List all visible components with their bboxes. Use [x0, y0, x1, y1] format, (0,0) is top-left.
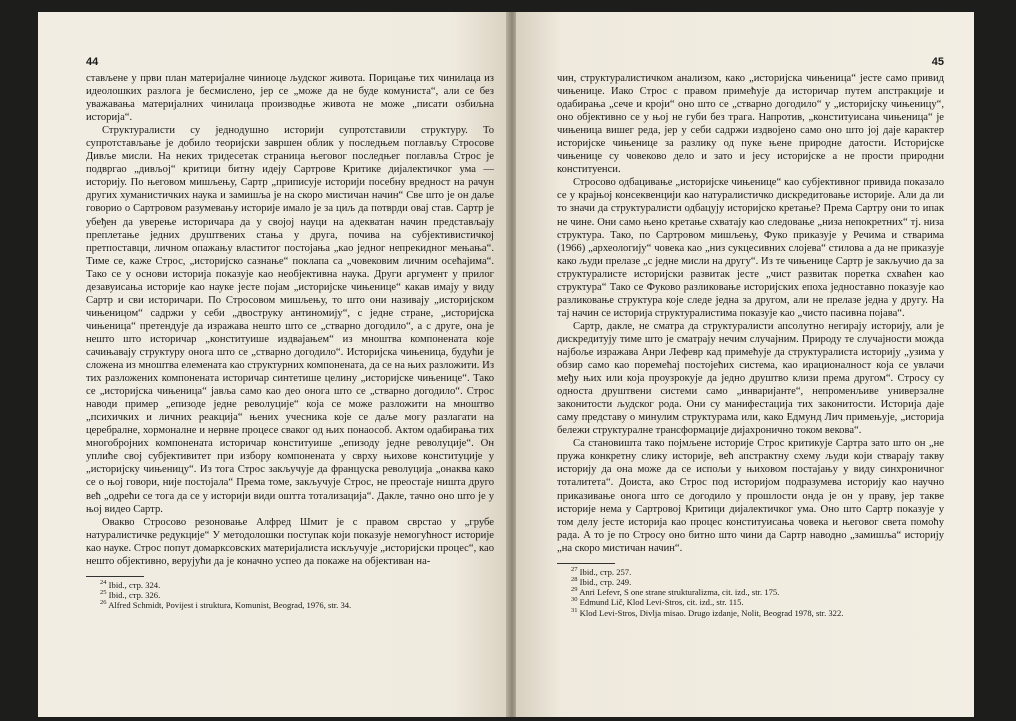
footnote-text: Anri Lefevr, S one strane strukturalizma, cit. izd., str. 175.	[579, 587, 780, 598]
footnote-mark: 27	[571, 565, 578, 573]
page-body	[86, 72, 494, 610]
paragraph: чин, структуралистичком анализом, како „историјска чињеница“ јесте само привид чињенице. Иако Строс с правом примећује да историчар путем апстракције и одабирања „сече и кроји“ оно што се „стварно догодило“ у „историјску чињеницу“, оно објективно се у њој не губи без трага. Напротив, „конституисана чињеница“ је чињеница вишег реда, јер у себи садржи издвојено само оно што јој даје карактер историјске чињенице за разлику од пуке њене природне датости. Историјске чињенице су човеково дело и зато и јесу историјске а не прости природни конституенси.	[557, 73, 944, 176]
footnote	[557, 587, 944, 597]
footnote-mark: 25	[100, 589, 107, 597]
footnote-text: Ibid., стр. 257.	[579, 566, 632, 577]
footnote-text: Edmund Lič, Klod Levi-Stros, cit. izd., str. 115.	[579, 597, 744, 608]
footnote-mark: 30	[571, 596, 578, 604]
footnote	[557, 597, 944, 607]
paragraph: Са становишта тако појмљене историје Строс критикује Сартра зато што он „не пружа конкретну слику историје, већ апстрактну схему људи који стварају такву историју да она може да се испољи у њиховом постајању у виду синхроничног тоталитета“. Доиста, ако Строс под историјом подразумева историју као научно приказивање онога што се догодило у прошлости онда је он у праву, јер такве историје нема у Сартровој Критици дијалектичког ума. Оно што Сартр показује у том делу јесте историја као процес конституисања човека и његовог света помоћу рада. А то је по Стросу оно битно што чини да Сартр наводно „замишља“ историју „на скоро мистичан начин“.	[557, 438, 944, 554]
footnote	[557, 608, 944, 618]
footnote-text: Ibid., стр. 324.	[108, 579, 161, 590]
paragraph: стављене у први план материјалне чиниоце људског живота. Порицање тих чинилаца из идеолошких разлога је бесмислено, јер се „може да не буде комуниста“, али се без уважавања материјалних чинилаца производње живота не може „писати озбиљна историја“.	[86, 73, 494, 124]
footnote-rule	[86, 576, 144, 577]
footnote	[86, 600, 494, 610]
left-page	[38, 12, 508, 717]
footnote-mark: 31	[571, 606, 578, 614]
page-body	[557, 72, 944, 618]
paragraph: Стросово одбацивање „историјске чињенице“ као субјективног привида показало се у крајњој консеквенцији као натуралистичко дискредитовање историје. Али да ли то значи да структуралисти одбацују историјско кретање? Према Сартру они то ипак не чине. Они само њено кретање схватају као следовање „низа непокретних“ тј. низа структура. Тако, по Сартровом мишљењу, Фуко приказује у Речима и стварима (1966) „археологију“ човека као „низ сукцесивних слојева“ стилова а да не приказује како људи прелазе „с једне мисли на другу“. Из те чињенице Сартр је закључио да за структуралисте историјски развитак јесте „чист развитак поретка схваћен као структура“ Тако се Фуково разликовање историјских епоха једноставно показује као разликовање структура које следе једна за другом, али не прелазе једна у другу. На тај начин се историја структуралистима показује као „чисто пасивна појава“.	[557, 177, 944, 319]
footnote-mark: 26	[100, 599, 107, 607]
footnote	[86, 580, 494, 590]
footnote-mark: 24	[100, 578, 107, 586]
right-page	[516, 12, 974, 717]
footnote-text: Ibid., стр. 249.	[579, 576, 632, 587]
paragraph: Сартр, дакле, не сматра да структуралисти апсолутно негирају историју, али је дискредитују тиме што је сматрају нечим случајним. Природу те случајности можда најбоље изражава Анри Лефевр кад примећује да структуралиста историју „узима у обзир само као поремећај постојећих система, као ирационалност која се увлачи међу њих или која проузрокује да једно друштво клизи према другом“. Стросу су односта друштвени системи само „инваријанте“, непроменљиве универзалне законитости људског рода. Они су манифестација тих законитости. Историја даје саму представу о минулим структурама или, како Едмунд Лич примењује, „историја бележи структуралне трансформације дијахронично током векова“.	[557, 320, 944, 437]
footnote-text: Ibid., стр. 326.	[108, 589, 161, 600]
paragraph: Овакво Стросово резоновање Алфред Шмит је с правом сврстао у „грубе натуралистичке редукције“ У методолошки поступак који показује немогућност историје као науке. Строс попут домарксовских материјалиста искључује „историјски процес“, као нешто објективно, верујући да је коначно успео да покаже на објективан на-	[86, 516, 494, 567]
page-number: 45	[931, 56, 944, 68]
page-number: 44	[86, 56, 99, 68]
footnote	[557, 567, 944, 577]
footnote-text: Alfred Schmidt, Povijest i struktura, Komunist, Beograd, 1976, str. 34.	[108, 600, 352, 611]
footnote-mark: 28	[571, 576, 578, 584]
footnote-rule	[557, 563, 615, 564]
footnote-text: Klod Levi-Stros, Divlja misao. Drugo izdanje, Nolit, Beograd 1978, str. 322.	[579, 607, 844, 618]
paragraph: Структуралисти су једнодушно историји супротставили структуру. То супротстављање је добило теоријски завршен облик у последњем поглављу Стросове Дивље мисли. На неких тридесетак страница његовог последњег поглавља Строс је подвргао „дивљој“ критици битну идеју Сартрове Критике дијалектичког ума — историју. По његовом мишљењу, Сартр „приписује историји посебну вредност на рачун других хуманистичких наука и замишља је на скоро мистичан начин“ Све што је он даље говорио о Сартровом разумевању историје имало је за циљ да потврди овај став. Сартр је убеђен да уверење историчара да у својој науци на адекватан начин представљају преплетање једних друштвених стања у друга, почива на субјективистичкој претпоставци, личном опажању властитог постојања „као једног непрекидног мењања“. Тиме се, каже Строс, „историјско сазнање“ поклапа са „човековим личним осећајима“. Тако се у основи историја показује као необјективна наука. Други аргумент у прилог дезавуисања историје као науке јесте појам „историјске чињенице“ какав имају у виду Сартр и сви историчари. По Стросовом мишљењу, то што они називају „историјском чињеницом“ садржи у себи „двоструку антиномију“, с једне стране, „историјска чињеница“ претендује да изражава нешто што се „стварно догодило“, а с друге, она је нешто што историчар „конституише издвајањем“ из мноштва компонената које сачињавају структуру онога што се „стварно догодило“. Историјска чињеница, будући је сложена из мноштва елемената као структурних компонената, да се на њих разложити. Из тих разложених компонената историчар синтетише целину „историјске чињенице“. Тако се „историјска чињеница“ јавља само као део онога што се „стварно догодило“. Строс наводи пример „епизоде једне револуције“ која се може разложити на мноштво „психичких и личних реакција“ њених учесника које се даље могу разлагати на церебралне, хормоналне и нервне процесе сваког од њих понаособ. Актом одабирања тих многобројних компонената историчар конституише „епизоду једне револуције“. Он уплиће свој субјективитет при избору компонената у сврху њихове конституције у „историјску чињеницу“. Из тога Строс закључује да француска револуција „онаква како се о њој говори, није постојала“ Према томе, закључује Строс, не преостаје ништа друго већ „одрећи се тога да се у историји види оштта тотализација“. Дакле, тачно оно што је у њој видео Сартр.	[86, 125, 494, 515]
footnote	[86, 590, 494, 600]
footnote	[557, 577, 944, 587]
footnote-mark: 29	[571, 586, 578, 594]
